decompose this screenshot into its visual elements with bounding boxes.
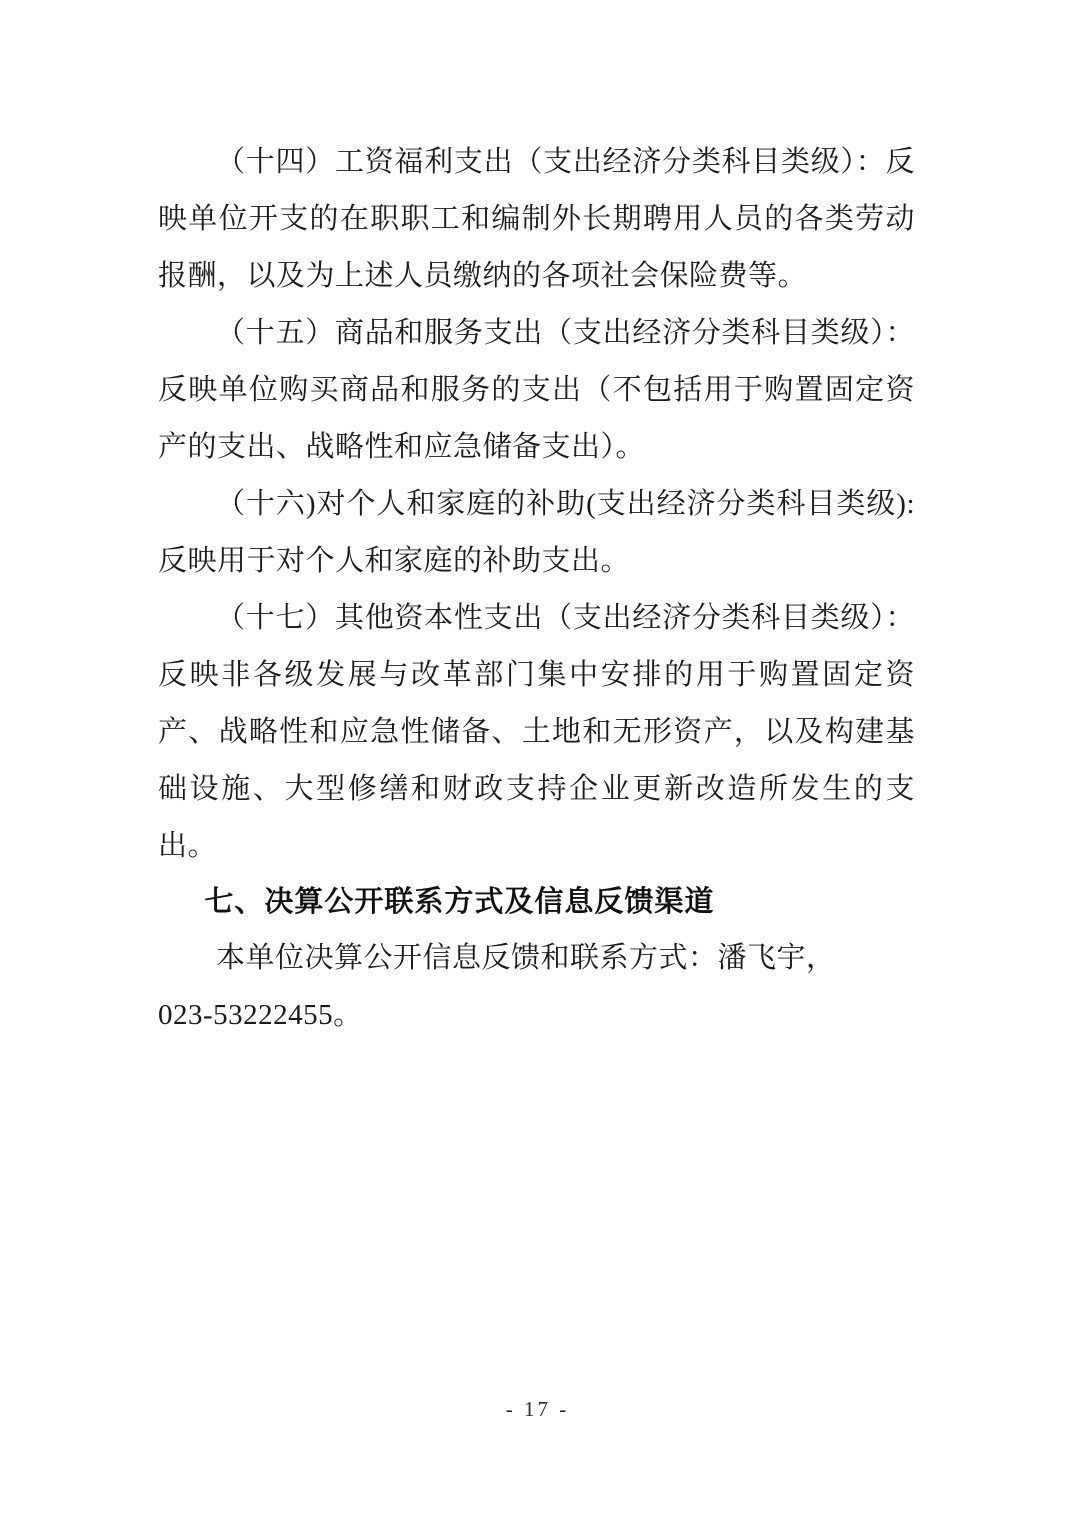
page-number: - 17 - xyxy=(505,1397,570,1421)
paragraph-item-14-wage-welfare-expenditure: （十四）工资福利支出（支出经济分类科目类级）：反映单位开支的在职职工和编制外长期聘用人员的各类劳动报酬，以及为上述人员缴纳的各项社会保险费等。 xyxy=(158,146,915,292)
paragraph-item-15-goods-services-expenditure: （十五）商品和服务支出（支出经济分类科目类级）：反映单位购买商品和服务的支出（不包括用于购置固定资产的支出、战略性和应急储备支出）。 xyxy=(158,317,915,463)
page-footer xyxy=(0,1395,1075,1423)
paragraph-item-17-other-capital-expenditure: （十七）其他资本性支出（支出经济分类科目类级）：反映非各级发展与改革部门集中安排的用于购置固定资产、战略性和应急性储备、土地和无形资产，以及构建基础设施、大型修缮和财政支持企业更新改造所发生的支出。 xyxy=(158,602,915,862)
document-body xyxy=(158,134,915,1044)
paragraph-item-16-individual-family-subsidy: （十六)对个人和家庭的补助(支出经济分类科目类级):反映用于对个人和家庭的补助支出。 xyxy=(158,488,915,577)
section-heading-contact-feedback: 七、决算公开联系方式及信息反馈渠道 xyxy=(204,886,715,918)
contact-phone-number: 023-53222455。 xyxy=(158,999,363,1031)
contact-paragraph xyxy=(158,930,915,1044)
contact-line-1: 本单位决算公开信息反馈和联系方式：潘飞宇， xyxy=(216,942,836,974)
